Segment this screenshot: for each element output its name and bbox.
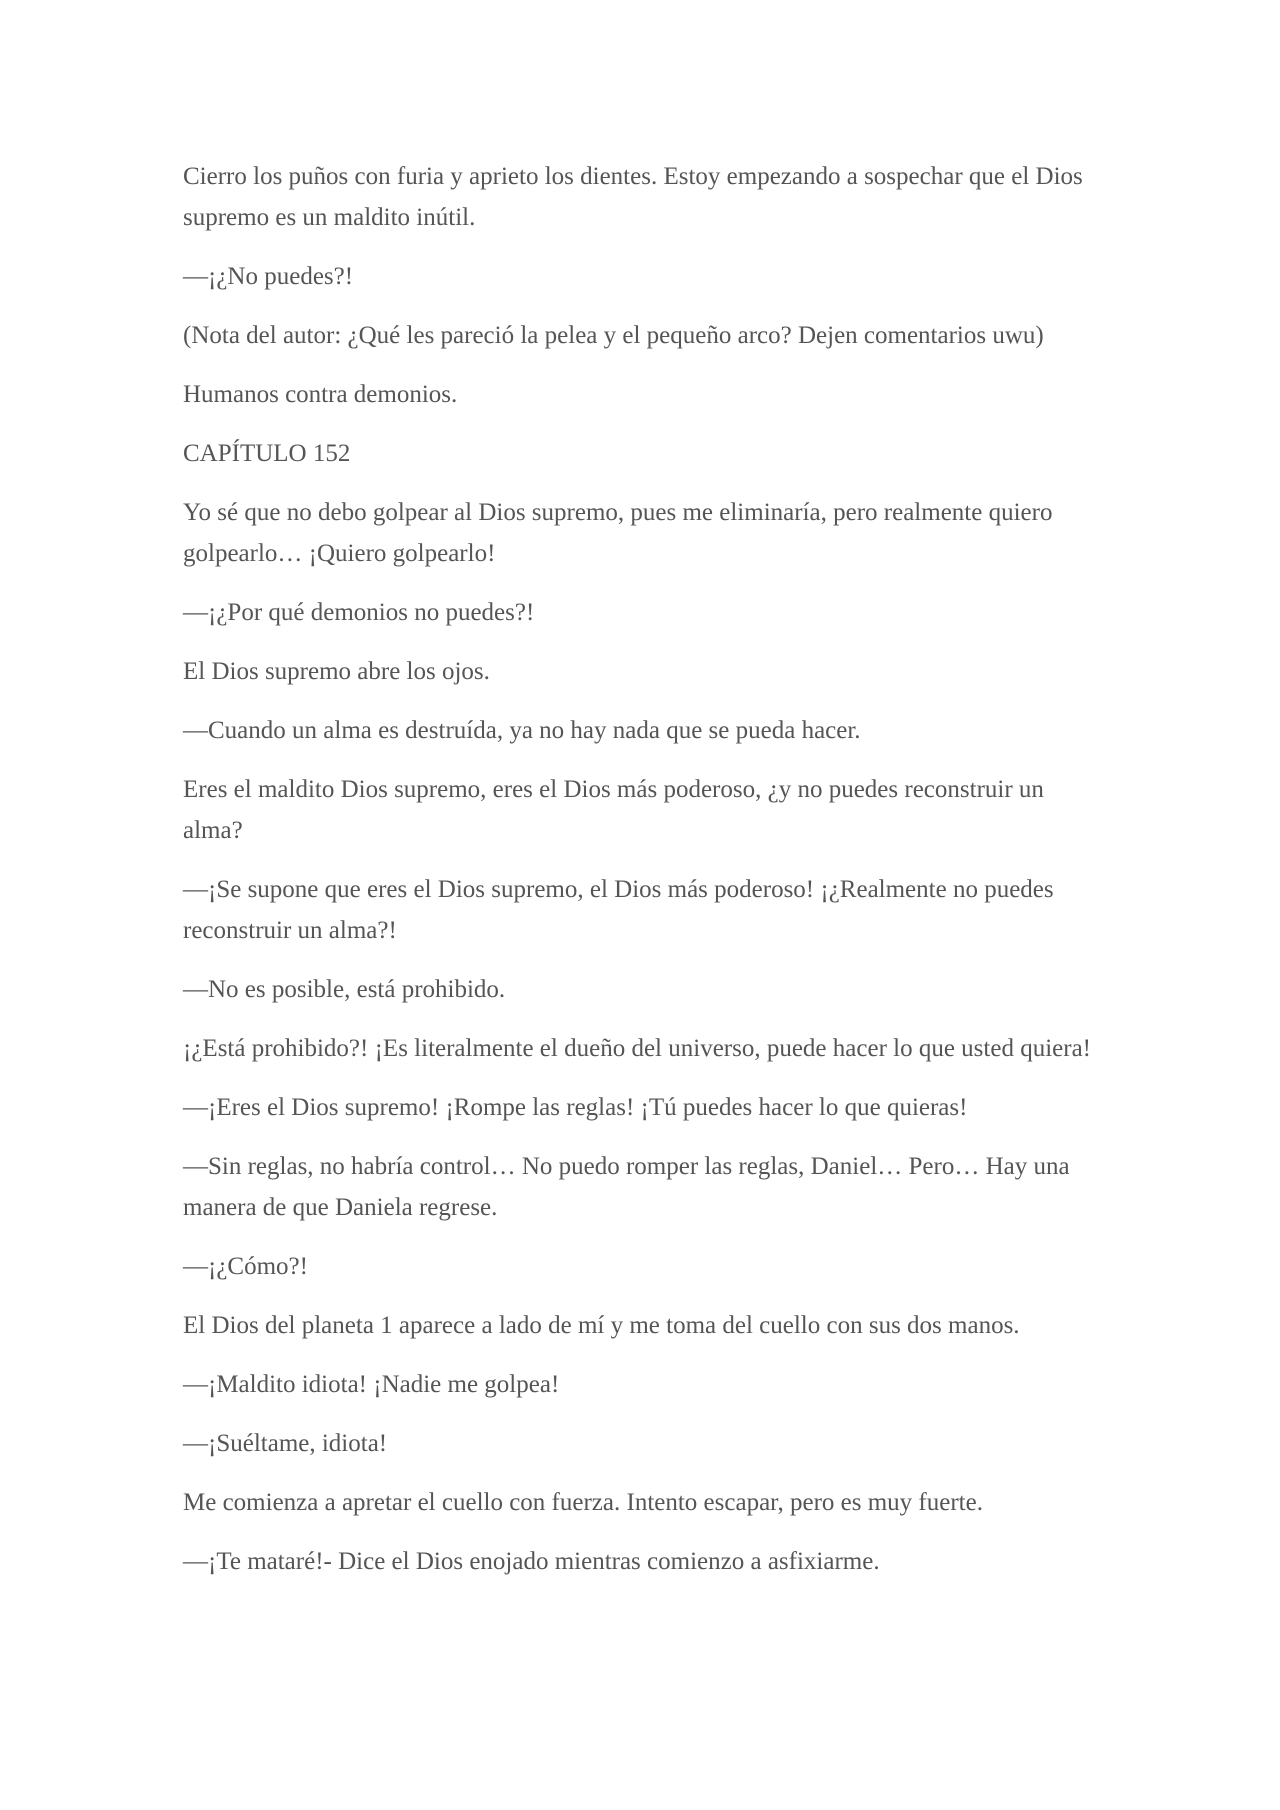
paragraph: El Dios supremo abre los ojos. xyxy=(183,658,490,685)
paragraph: —¡Te mataré!- Dice el Dios enojado mientras comienzo a asfixiarme. xyxy=(183,1548,880,1575)
paragraph: Me comienza a apretar el cuello con fuerza. Intento escapar, pero es muy fuerte. xyxy=(183,1489,983,1516)
paragraph: —¡Suéltame, idiota! xyxy=(183,1430,388,1457)
paragraph: —No es posible, está prohibido. xyxy=(183,976,506,1003)
paragraph: Cierro los puños con furia y aprieto los dientes. Estoy empezando a sospechar que el Dios supremo es un maldito inútil. xyxy=(183,163,1083,231)
paragraph: —¡Eres el Dios supremo! ¡Rompe las reglas! ¡Tú puedes hacer lo que quieras! xyxy=(183,1094,968,1121)
chapter-heading: CAPÍTULO 152 xyxy=(183,440,351,467)
paragraph: Yo sé que no debo golpear al Dios supremo, pues me eliminaría, pero realmente quiero golpearlo… ¡Quiero golpearlo! xyxy=(183,499,1053,567)
paragraph: El Dios del planeta 1 aparece a lado de mí y me toma del cuello con sus dos manos. xyxy=(183,1312,1020,1339)
paragraph: Eres el maldito Dios supremo, eres el Dios más poderoso, ¿y no puedes reconstruir un alma? xyxy=(183,776,1044,844)
document-body xyxy=(183,156,1108,1600)
paragraph: —¡¿No puedes?! xyxy=(183,263,354,290)
paragraph: —Cuando un alma es destruída, ya no hay nada que se pueda hacer. xyxy=(183,717,861,744)
paragraph: —¡Maldito idiota! ¡Nadie me golpea! xyxy=(183,1371,560,1398)
paragraph: —¡Se supone que eres el Dios supremo, el Dios más poderoso! ¡¿Realmente no puedes reconstruir un alma?! xyxy=(183,876,1054,944)
paragraph: Humanos contra demonios. xyxy=(183,381,458,408)
paragraph: —¡¿Cómo?! xyxy=(183,1253,308,1280)
paragraph: (Nota del autor: ¿Qué les pareció la pelea y el pequeño arco? Dejen comentarios uwu) xyxy=(183,322,1044,349)
paragraph: —¡¿Por qué demonios no puedes?! xyxy=(183,599,535,626)
paragraph: —Sin reglas, no habría control… No puedo romper las reglas, Daniel… Pero… Hay una manera de que Daniela regrese. xyxy=(183,1153,1070,1221)
paragraph: ¡¿Está prohibido?! ¡Es literalmente el dueño del universo, puede hacer lo que usted quiera! xyxy=(183,1035,1091,1062)
